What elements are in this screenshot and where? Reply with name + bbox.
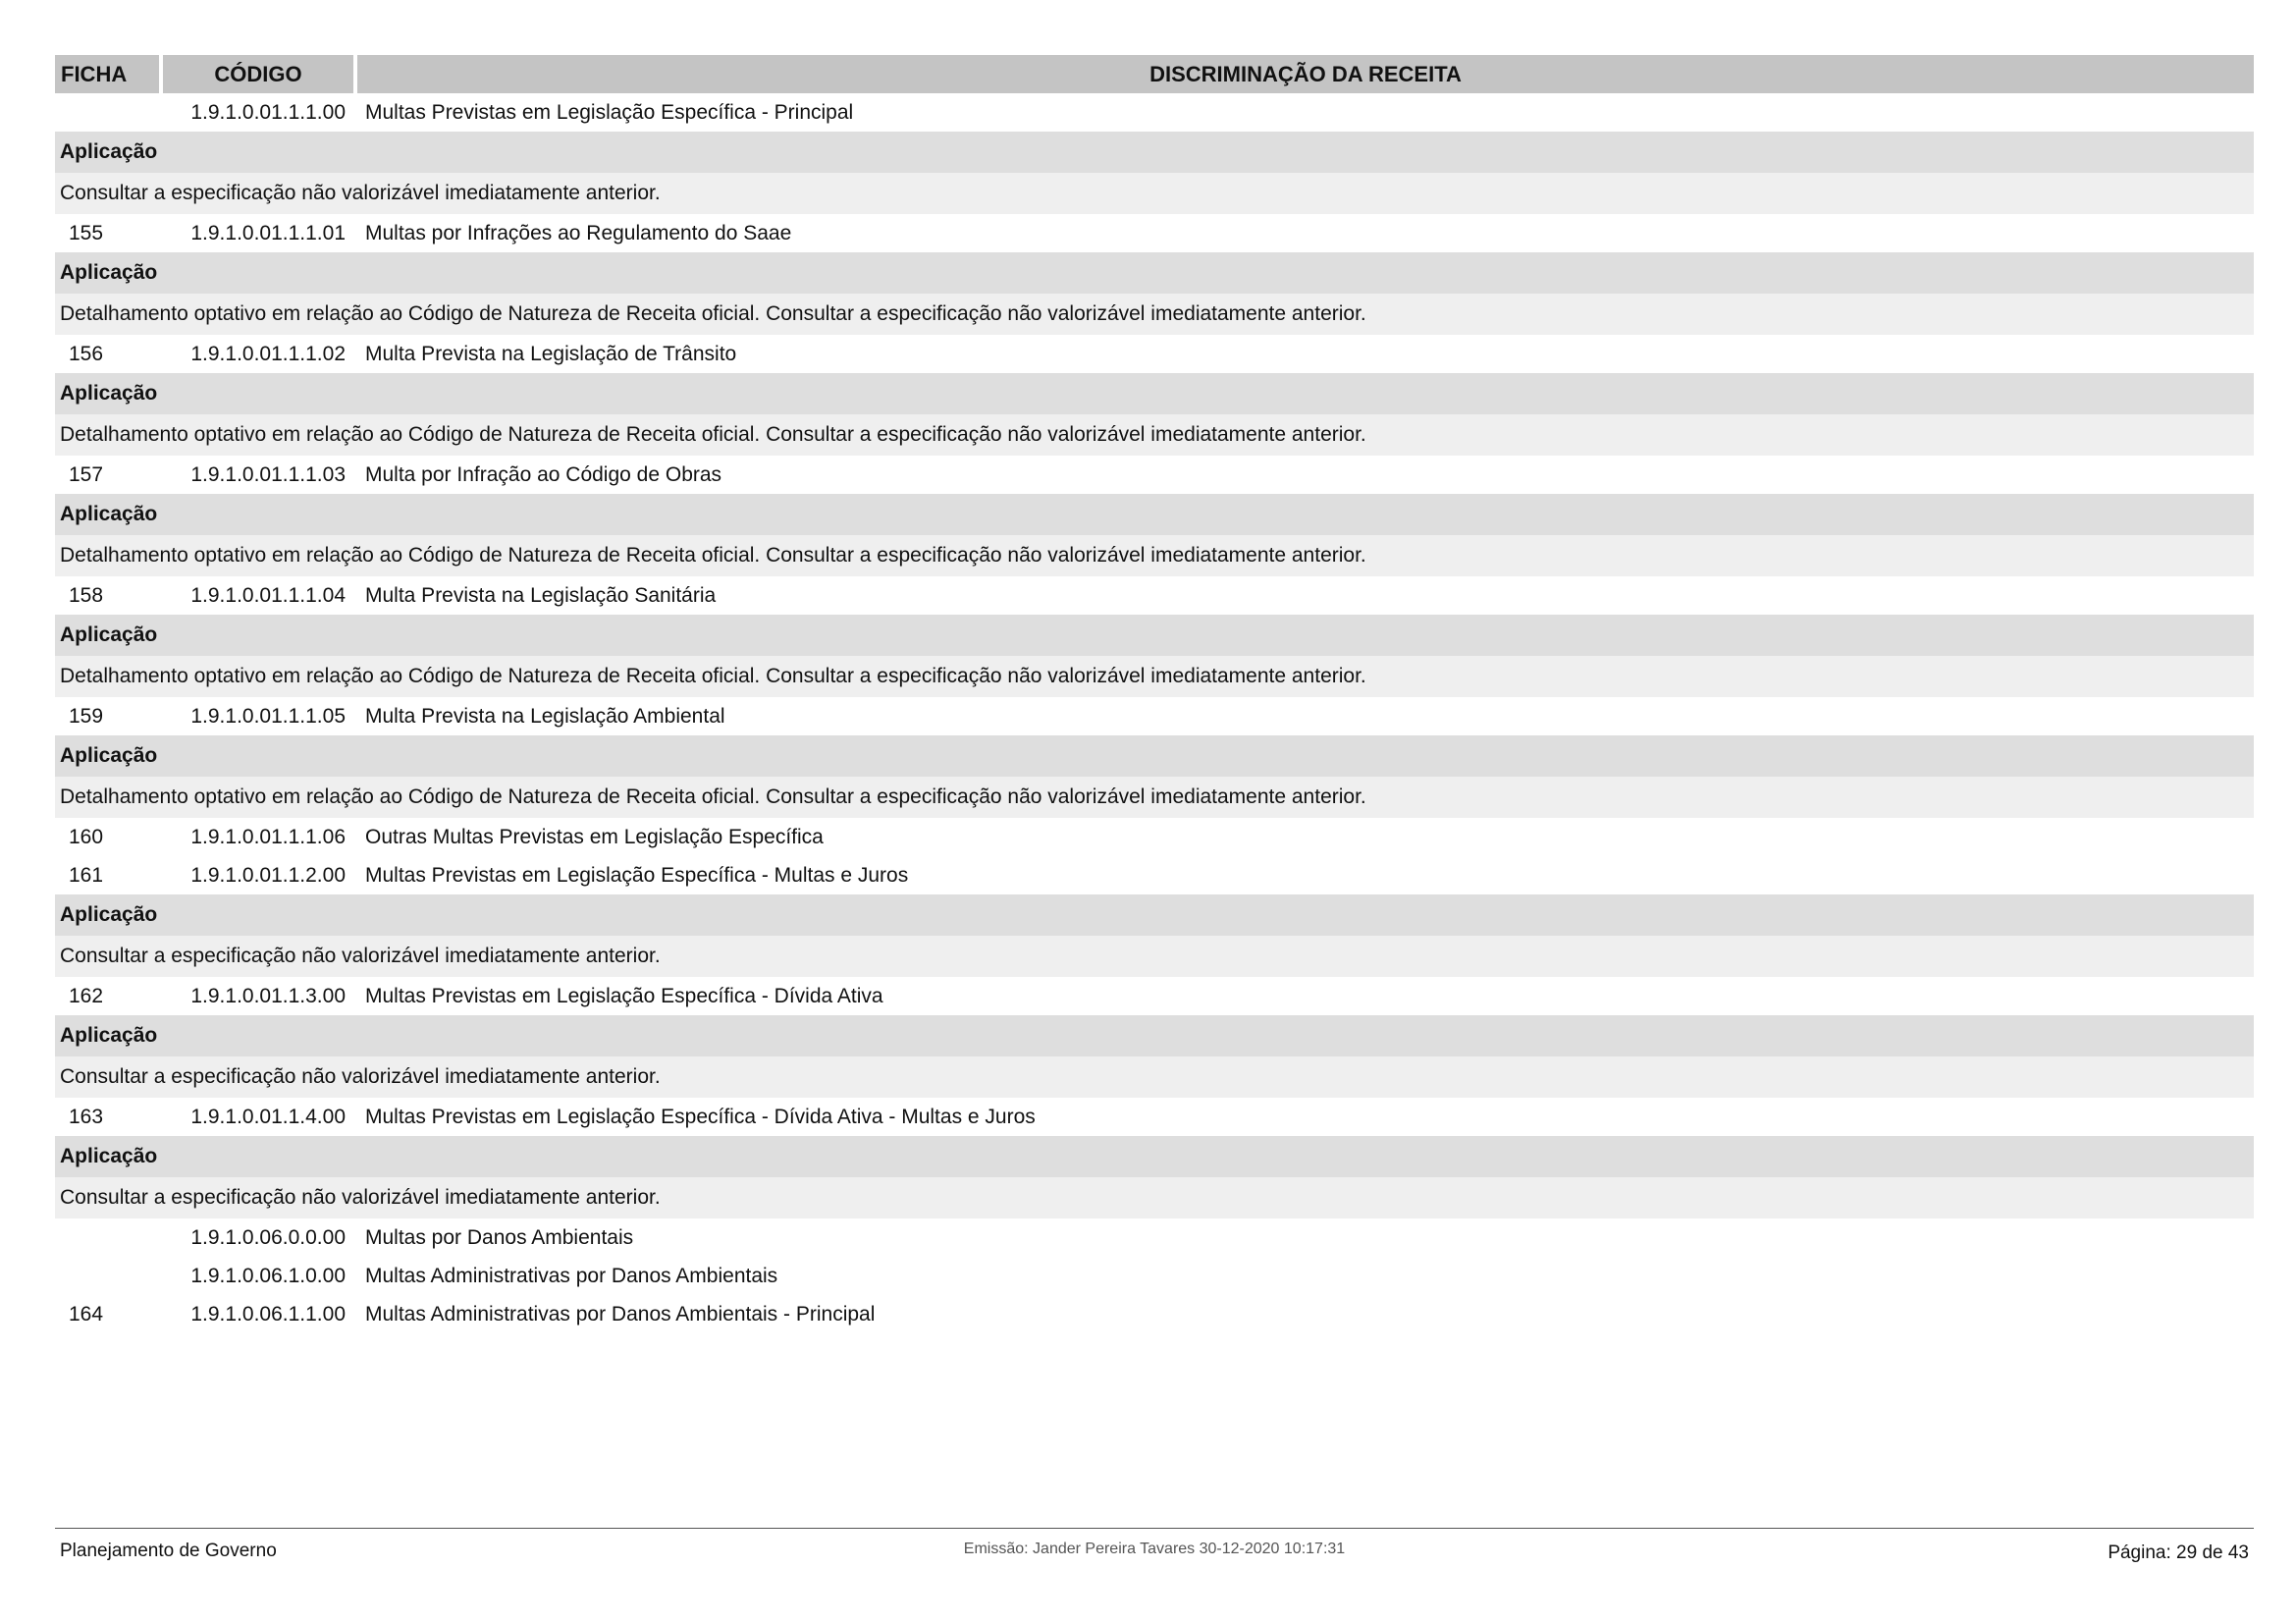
aplicacao-label: Aplicação [55, 132, 2254, 173]
table-row [55, 93, 2254, 132]
description-cell: Multas por Danos Ambientais [365, 1225, 634, 1249]
aplicacao-text: Consultar a especificação não valorizável imediatamente anterior. [55, 1177, 2254, 1218]
codigo-cell: 1.9.1.0.01.1.1.01 [190, 221, 346, 244]
ficha-cell: 158 [69, 583, 104, 607]
ficha-cell: 163 [69, 1105, 104, 1128]
aplicacao-label: Aplicação [55, 1136, 2254, 1177]
description-cell: Multas Administrativas por Danos Ambientais - Principal [365, 1302, 876, 1325]
codigo-cell: 1.9.1.0.01.1.1.03 [190, 462, 346, 486]
codigo-cell: 1.9.1.0.01.1.1.06 [190, 825, 346, 848]
codigo-cell: 1.9.1.0.01.1.4.00 [190, 1105, 346, 1128]
codigo-cell: 1.9.1.0.06.1.0.00 [190, 1264, 346, 1287]
codigo-cell: 1.9.1.0.01.1.2.00 [190, 863, 346, 887]
description-cell: Multa Prevista na Legislação Sanitária [365, 583, 717, 607]
table-row [55, 818, 2254, 856]
codigo-cell: 1.9.1.0.01.1.1.02 [190, 342, 346, 365]
footer-emission: Emissão: Jander Pereira Tavares 30-12-2020 10:17:31 [963, 1541, 1346, 1557]
codigo-cell: 1.9.1.0.06.1.1.00 [190, 1302, 346, 1325]
description-cell: Multas Previstas em Legislação Específica - Dívida Ativa [365, 984, 883, 1007]
table-row [55, 1257, 2254, 1295]
table-row [55, 697, 2254, 735]
aplicacao-text: Consultar a especificação não valorizável imediatamente anterior. [55, 936, 2254, 977]
codigo-cell: 1.9.1.0.01.1.1.04 [190, 583, 346, 607]
ficha-cell: 160 [69, 825, 104, 848]
header-discriminacao: DISCRIMINAÇÃO DA RECEITA [357, 55, 2254, 93]
aplicacao-text: Detalhamento optativo em relação ao Código de Natureza de Receita oficial. Consultar a especificação não valorizável imediatamente anterior. [55, 294, 2254, 335]
table-body [55, 93, 2254, 1333]
table-row [55, 214, 2254, 252]
page-footer [55, 1528, 2254, 1568]
table-row [55, 335, 2254, 373]
aplicacao-text: Detalhamento optativo em relação ao Código de Natureza de Receita oficial. Consultar a especificação não valorizável imediatamente anterior. [55, 414, 2254, 456]
table-row [55, 1218, 2254, 1257]
table-row [55, 977, 2254, 1015]
description-cell: Multas Previstas em Legislação Específica - Multas e Juros [365, 863, 909, 887]
aplicacao-label: Aplicação [55, 735, 2254, 777]
header-ficha: FICHA [55, 55, 159, 93]
codigo-cell: 1.9.1.0.01.1.1.00 [190, 100, 346, 124]
header-codigo: CÓDIGO [163, 55, 353, 93]
ficha-cell: 159 [69, 704, 104, 728]
table-row [55, 1098, 2254, 1136]
aplicacao-text: Detalhamento optativo em relação ao Código de Natureza de Receita oficial. Consultar a especificação não valorizável imediatamente anterior. [55, 656, 2254, 697]
footer-page-number: Página: 29 de 43 [2108, 1542, 2249, 1563]
aplicacao-text: Consultar a especificação não valorizável imediatamente anterior. [55, 1056, 2254, 1098]
aplicacao-label: Aplicação [55, 252, 2254, 294]
aplicacao-label: Aplicação [55, 1015, 2254, 1056]
ficha-cell: 156 [69, 342, 104, 365]
description-cell: Multas Previstas em Legislação Específica - Principal [365, 100, 854, 124]
description-cell: Multa por Infração ao Código de Obras [365, 462, 722, 486]
description-cell: Multas Previstas em Legislação Específica - Dívida Ativa - Multas e Juros [365, 1105, 1036, 1128]
description-cell: Multa Prevista na Legislação Ambiental [365, 704, 725, 728]
table-row [55, 576, 2254, 615]
description-cell: Multa Prevista na Legislação de Trânsito [365, 342, 737, 365]
revenue-table [55, 55, 2254, 1333]
aplicacao-label: Aplicação [55, 615, 2254, 656]
ficha-cell: 162 [69, 984, 104, 1007]
codigo-cell: 1.9.1.0.01.1.1.05 [190, 704, 346, 728]
aplicacao-text: Detalhamento optativo em relação ao Código de Natureza de Receita oficial. Consultar a especificação não valorizável imediatamente anterior. [55, 535, 2254, 576]
codigo-cell: 1.9.1.0.01.1.3.00 [190, 984, 346, 1007]
aplicacao-label: Aplicação [55, 373, 2254, 414]
ficha-cell: 157 [69, 462, 104, 486]
description-cell: Multas Administrativas por Danos Ambientais [365, 1264, 778, 1287]
ficha-cell: 164 [69, 1302, 104, 1325]
aplicacao-text: Consultar a especificação não valorizável imediatamente anterior. [55, 173, 2254, 214]
ficha-cell: 155 [69, 221, 104, 244]
footer-organization: Planejamento de Governo [60, 1541, 277, 1561]
description-cell: Multas por Infrações ao Regulamento do Saae [365, 221, 792, 244]
table-row [55, 1295, 2254, 1333]
aplicacao-text: Detalhamento optativo em relação ao Código de Natureza de Receita oficial. Consultar a especificação não valorizável imediatamente anterior. [55, 777, 2254, 818]
ficha-cell: 161 [69, 863, 104, 887]
aplicacao-label: Aplicação [55, 494, 2254, 535]
table-row [55, 456, 2254, 494]
table-row [55, 856, 2254, 894]
codigo-cell: 1.9.1.0.06.0.0.00 [190, 1225, 346, 1249]
description-cell: Outras Multas Previstas em Legislação Específica [365, 825, 824, 848]
table-header [55, 55, 2254, 93]
aplicacao-label: Aplicação [55, 894, 2254, 936]
